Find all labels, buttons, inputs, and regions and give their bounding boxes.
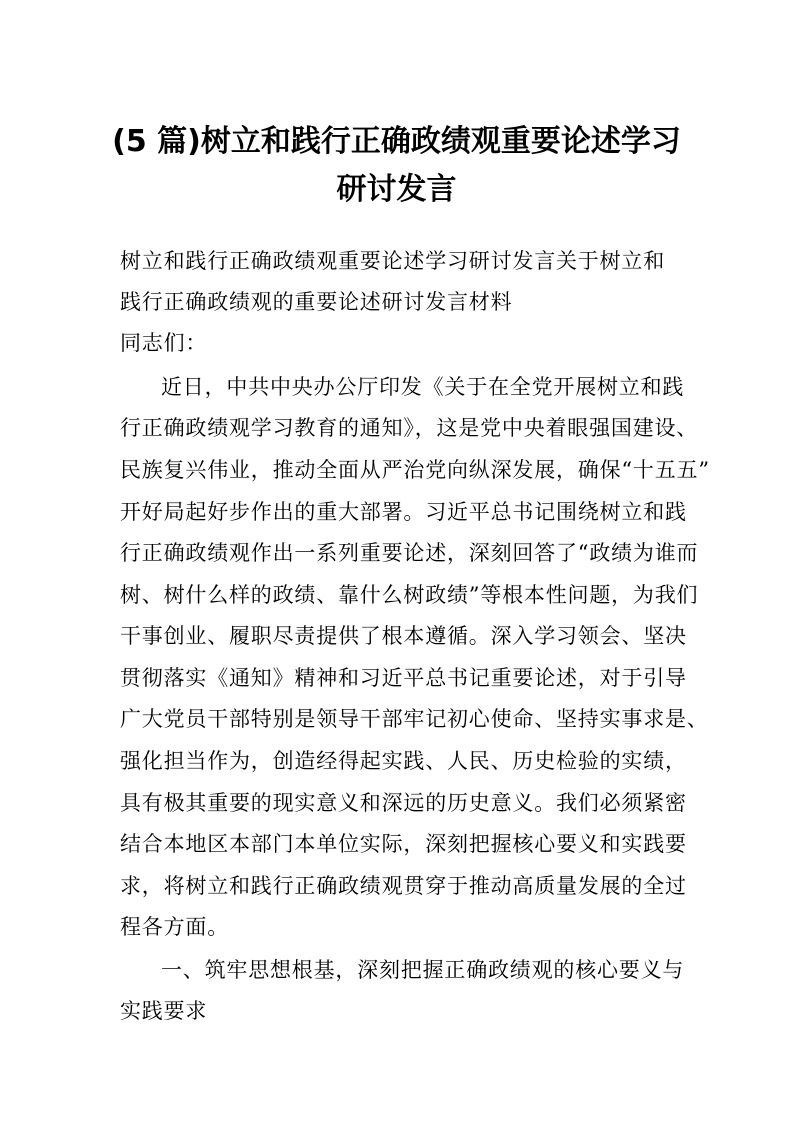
section-heading-line-1: 一、筑牢思想根基，深刻把握正确政绩观的核心要义与 bbox=[161, 958, 685, 982]
paragraph-line: 民族复兴伟业，推动全面从严治党向纵深发展，确保“十五五” bbox=[120, 458, 710, 482]
paragraph-line: 结合本地区本部门本单位实际，深刻把握核心要义和实践要 bbox=[120, 832, 687, 856]
paragraph-line: 干事创业、履职尽责提供了根本遵循。深入学习领会、坚决 bbox=[120, 624, 687, 648]
paragraph-line: 求，将树立和践行正确政绩观贯穿于推动高质量发展的全过 bbox=[120, 874, 687, 898]
paragraph-line: 贯彻落实《通知》精神和习近平总书记重要论述，对于引导 bbox=[120, 666, 687, 690]
subtitle-line-1: 树立和践行正确政绩观重要论述学习研讨发言关于树立和 bbox=[120, 249, 665, 273]
salutation: 同志们： bbox=[120, 331, 208, 355]
section-heading-line-2: 实践要求 bbox=[120, 999, 208, 1023]
subtitle-line-2: 践行正确政绩观的重要论述研讨发言材料 bbox=[120, 290, 513, 314]
paragraph-line: 广大党员干部特别是领导干部牢记初心使命、坚持实事求是、 bbox=[120, 707, 709, 731]
paragraph-line: 强化担当作为，创造经得起实践、人民、历史检验的实绩， bbox=[120, 749, 687, 773]
document-title-line-2: 研讨发言 bbox=[336, 172, 457, 207]
paragraph-line: 树、树什么样的政绩、靠什么树政绩”等根本性问题，为我们 bbox=[120, 583, 699, 607]
paragraph-line: 行正确政绩观学习教育的通知》，这是党中央着眼强国建设、 bbox=[120, 416, 699, 440]
paragraph-line: 具有极其重要的现实意义和深远的历史意义。我们必须紧密 bbox=[120, 791, 687, 815]
paragraph-line: 开好局起好步作出的重大部署。习近平总书记围绕树立和践 bbox=[120, 500, 687, 524]
paragraph-line: 行正确政绩观作出一系列重要论述，深刻回答了“政绩为谁而 bbox=[120, 541, 699, 565]
paragraph-line: 近日，中共中央办公厅印发《关于在全党开展树立和践 bbox=[161, 375, 685, 399]
document-title-line-1: (5 篇)树立和践行正确政绩观重要论述学习 bbox=[112, 124, 681, 159]
paragraph-line: 程各方面。 bbox=[120, 915, 229, 939]
